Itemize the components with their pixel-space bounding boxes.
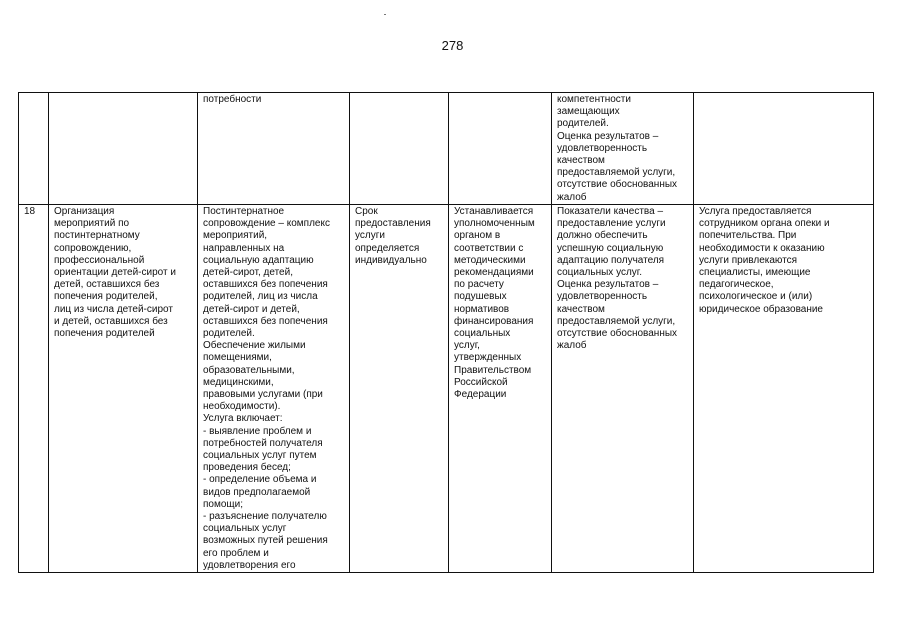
cell-name [49, 93, 198, 205]
cell-content: потребности [198, 93, 350, 205]
scan-artifact-dot [384, 14, 386, 15]
table-row-18 [19, 205, 874, 573]
cell-term: Срок предоставления услуги определяется индивидуально [350, 205, 449, 573]
cell-num: 18 [19, 205, 49, 573]
cell-conditions [694, 93, 874, 205]
cell-quality: Показатели качества – предоставление услуги должно обеспечить успешную социальную адаптацию получателя социальных услуг. Оценка результатов – удовлетворенность качеством предоставляемой услуги, отсутствие обоснованных жалоб [552, 205, 694, 573]
cell-standard [449, 93, 552, 205]
page-number: 278 [441, 38, 464, 53]
table-row-continuation [19, 93, 874, 205]
cell-num [19, 93, 49, 205]
cell-content: Постинтернатное сопровождение – комплекс мероприятий, направленных на социальную адаптацию детей-сирот, детей, оставшихся без попечения родителей, лиц из числа детей-сирот и детей, оставшихся без попечения родителей. Обеспечение жилыми помещениями, образовательными, медицинскими, правовыми услугами (при необходимости). Услуга включает: - выявление проблем и потребностей получателя социальных услуг путем проведения бесед; - определение объема и видов предполагаемой помощи; - разъяснение получателю социальных услуг возможных путей решения его проблем и удовлетворения его [198, 205, 350, 573]
cell-standard: Устанавливается уполномоченным органом в соответствии с методическими рекомендациями по расчету подушевых нормативов финансирования социальных услуг, утвержденных Правительством Российской Федерации [449, 205, 552, 573]
cell-name: Организация мероприятий по постинтернатному сопровождению, профессиональной ориентации детей-сирот и детей, оставшихся без попечения родителей, лиц из числа детей-сирот и детей, оставшихся без попечения родителей [49, 205, 198, 573]
cell-term [350, 93, 449, 205]
cell-quality: компетентности замещающих родителей. Оценка результатов – удовлетворенность качеством предоставляемой услуги, отсутствие обоснованных жалоб [552, 93, 694, 205]
cell-conditions: Услуга предоставляется сотрудником органа опеки и попечительства. При необходимости к оказанию услуги привлекаются специалисты, имеющие педагогическое, психологическое и (или) юридическое образование [694, 205, 874, 573]
services-table [18, 92, 874, 573]
